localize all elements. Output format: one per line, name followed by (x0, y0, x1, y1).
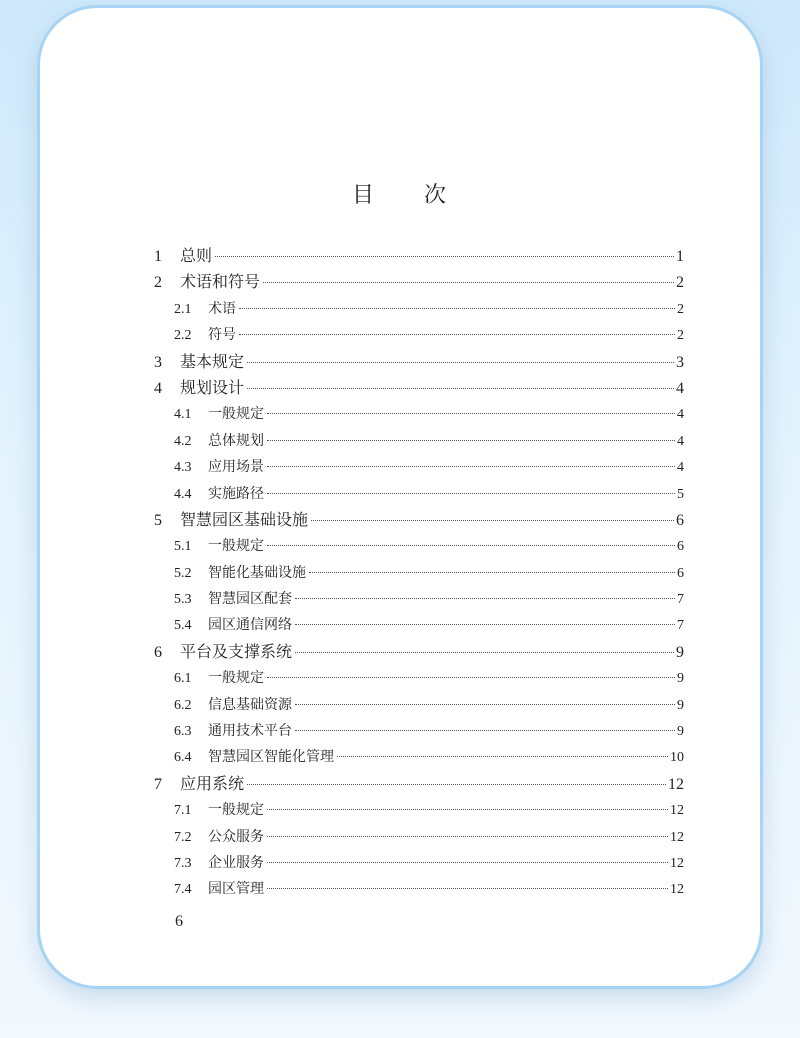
toc-entry-page: 12 (670, 882, 684, 898)
toc-entry-page: 7 (677, 592, 684, 608)
dot-leader (267, 545, 675, 546)
toc-section-row[interactable] (154, 454, 684, 480)
toc-entry-number: 5.2 (174, 565, 192, 581)
toc-section-row[interactable] (154, 533, 684, 559)
title-char-1: 目 (351, 183, 376, 208)
toc-entry-label: 一般规定 (208, 538, 264, 555)
toc-section-row[interactable] (154, 612, 684, 638)
toc-entry-number: 6 (154, 643, 162, 661)
toc-chapter-row[interactable] (154, 269, 684, 295)
toc-entry-label: 通用技术平台 (208, 723, 292, 740)
dot-leader (267, 466, 675, 467)
toc-section-row[interactable] (154, 296, 684, 322)
toc-entry-number: 7.3 (174, 855, 192, 871)
toc-entry-label: 应用场景 (208, 459, 264, 476)
toc-entry-label: 一般规定 (208, 406, 264, 423)
toc-entry-number: 7.1 (174, 803, 192, 819)
toc-entry-label: 智慧园区配套 (208, 591, 292, 608)
dot-leader (247, 784, 666, 785)
toc-entry-number: 4 (154, 379, 162, 397)
toc-entry-page: 4 (677, 407, 684, 423)
dot-leader (267, 677, 675, 678)
toc-entry-label: 基本规定 (180, 351, 245, 371)
toc-entry-number: 2.2 (174, 328, 192, 344)
dot-leader (309, 572, 675, 573)
toc-entry-number: 6.1 (174, 671, 192, 687)
dot-leader (263, 282, 674, 283)
toc-entry-page: 9 (676, 643, 684, 661)
dot-leader (239, 334, 675, 335)
toc-entry-label: 公众服务 (208, 828, 264, 845)
dot-leader (311, 520, 674, 521)
toc-entry-number: 4.2 (174, 433, 192, 449)
toc-section-row[interactable] (154, 797, 684, 823)
toc-entry-page: 9 (677, 697, 684, 713)
dot-leader (267, 413, 675, 414)
toc-entry-number: 4.1 (174, 407, 192, 423)
dot-leader (267, 836, 668, 837)
toc-section-row[interactable] (154, 850, 684, 876)
toc-chapter-row[interactable] (154, 771, 684, 797)
toc-entry-label: 信息基础资源 (208, 696, 292, 713)
toc-entry-page: 10 (670, 750, 684, 766)
dot-leader (267, 888, 668, 889)
toc-chapter-row[interactable] (154, 507, 684, 533)
dot-leader (295, 598, 675, 599)
toc-entry-page: 9 (677, 671, 684, 687)
toc-chapter-row[interactable] (154, 639, 684, 665)
page-title (40, 178, 760, 209)
toc-section-row[interactable] (154, 401, 684, 427)
toc-entry-number: 7.2 (174, 829, 192, 845)
toc-entry-page: 1 (676, 248, 684, 265)
dot-leader (295, 652, 674, 653)
toc-entry-label: 智慧园区基础设施 (180, 509, 309, 529)
dot-leader (295, 704, 675, 705)
toc-entry-page: 12 (670, 803, 684, 819)
toc-entry-number: 6.2 (174, 697, 192, 713)
toc-entry-page: 12 (668, 775, 684, 793)
toc-section-row[interactable] (154, 692, 684, 718)
dot-leader (267, 493, 675, 494)
toc-entry-label: 术语 (208, 300, 236, 317)
dot-leader (295, 730, 675, 731)
dot-leader (337, 756, 668, 757)
toc-entry-label: 术语和符号 (180, 272, 261, 292)
toc-entry-number: 5.3 (174, 592, 192, 608)
toc-entry-label: 智慧园区智能化管理 (208, 749, 334, 766)
toc-entry-page: 7 (677, 618, 684, 634)
toc-entry-number: 5.4 (174, 618, 192, 634)
toc-entry-label: 平台及支撑系统 (180, 641, 293, 661)
toc-entry-number: 1 (154, 248, 162, 265)
toc-entry-number: 4.3 (174, 460, 192, 476)
toc-entry-page: 6 (677, 565, 684, 581)
toc-entry-number: 7 (154, 775, 162, 793)
toc-entry-page: 12 (670, 855, 684, 871)
toc-entry-number: 5.1 (174, 539, 192, 555)
toc-entry-page: 6 (676, 511, 684, 529)
toc-entry-label: 规划设计 (180, 377, 245, 397)
toc-entry-page: 3 (676, 353, 684, 371)
toc-entry-label: 一般规定 (208, 670, 264, 687)
toc-section-row[interactable] (154, 428, 684, 454)
page-number: 6 (175, 913, 183, 930)
toc-entry-page: 5 (677, 486, 684, 502)
title-char-2: 次 (424, 183, 449, 208)
toc-chapter-row[interactable] (154, 375, 684, 401)
toc-entry-label: 符号 (208, 327, 236, 344)
toc-section-row[interactable] (154, 322, 684, 348)
toc-entry-number: 7.4 (174, 882, 192, 898)
toc-section-row[interactable] (154, 718, 684, 744)
dot-leader (239, 308, 675, 309)
toc-entry-label: 企业服务 (208, 854, 264, 871)
toc-section-row[interactable] (154, 876, 684, 902)
toc-entry-number: 4.4 (174, 486, 192, 502)
toc-entry-label: 智能化基础设施 (208, 564, 306, 581)
toc-entry-page: 12 (670, 829, 684, 845)
toc-section-row[interactable] (154, 560, 684, 586)
toc-entry-label: 实施路径 (208, 485, 264, 502)
toc-entry-number: 6.4 (174, 750, 192, 766)
toc-entry-label: 总体规划 (208, 432, 264, 449)
toc-entry-label: 一般规定 (208, 802, 264, 819)
toc-section-row[interactable] (154, 824, 684, 850)
toc-entry-page: 9 (677, 724, 684, 740)
page-card (37, 5, 763, 989)
toc-entry-page: 4 (677, 460, 684, 476)
toc-entry-number: 6.3 (174, 724, 192, 740)
toc-entry-number: 2 (154, 274, 162, 292)
toc-entry-page: 6 (677, 539, 684, 555)
dot-leader (267, 440, 675, 441)
toc-entry-page: 4 (677, 433, 684, 449)
toc-entry-number: 3 (154, 353, 162, 371)
dot-leader (267, 862, 668, 863)
toc-entry-label: 应用系统 (180, 773, 245, 793)
toc-chapter-row[interactable] (154, 243, 684, 269)
toc-section-row[interactable] (154, 665, 684, 691)
dot-leader (295, 624, 675, 625)
toc-entry-number: 5 (154, 511, 162, 529)
dot-leader (215, 256, 674, 257)
toc-entry-label: 园区管理 (208, 881, 264, 898)
toc-entry-page: 2 (677, 328, 684, 344)
toc-section-row[interactable] (154, 481, 684, 507)
toc-entry-page: 4 (676, 379, 684, 397)
table-of-contents (154, 243, 684, 903)
toc-chapter-row[interactable] (154, 349, 684, 375)
dot-leader (247, 362, 674, 363)
toc-section-row[interactable] (154, 586, 684, 612)
toc-entry-label: 园区通信网络 (208, 617, 292, 634)
toc-entry-label: 总则 (180, 246, 213, 265)
toc-entry-page: 2 (676, 274, 684, 292)
dot-leader (247, 388, 674, 389)
toc-entry-page: 2 (677, 301, 684, 317)
dot-leader (267, 809, 668, 810)
toc-section-row[interactable] (154, 744, 684, 770)
toc-entry-number: 2.1 (174, 301, 192, 317)
